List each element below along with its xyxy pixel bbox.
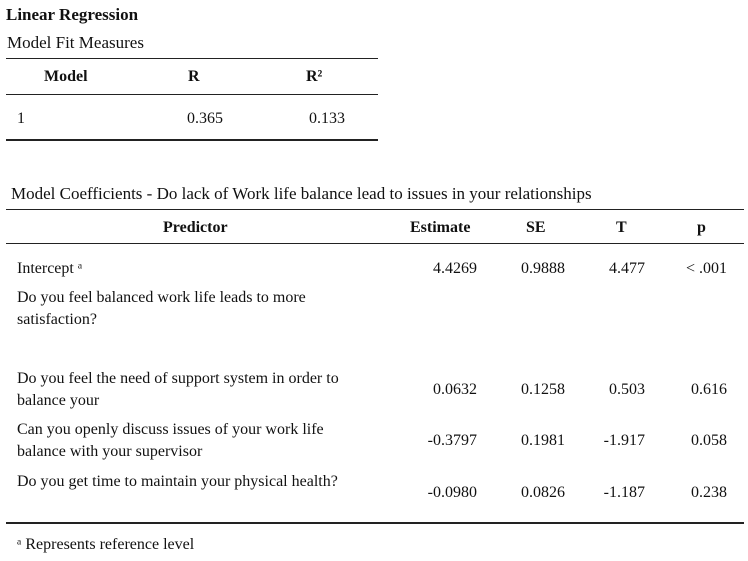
model-fit-bottom-rule: [6, 139, 378, 141]
coef-row-health-estimate: -0.0980: [427, 484, 477, 501]
model-fit-cell-r2: 0.133: [309, 110, 345, 127]
coef-row-intercept-t: 4.477: [609, 260, 645, 277]
model-fit-header-r2: R²: [306, 68, 323, 85]
coef-row-intercept-p: < .001: [685, 260, 727, 277]
model-fit-cell-model: 1: [17, 110, 25, 127]
coef-row-support-p: 0.616: [691, 381, 727, 398]
model-fit-header-rule: [6, 94, 378, 95]
coef-row-health-predictor: Do you get time to maintain your physical health?: [17, 473, 338, 490]
coef-row-intercept-predictor: Intercept ᵃ: [17, 260, 83, 277]
model-fit-header-r: R: [188, 68, 200, 85]
coef-row-intercept-estimate: 4.4269: [433, 260, 477, 277]
coef-row-reference-predictor: Do you feel balanced work life leads to more satisfaction?: [17, 289, 306, 328]
coef-header-estimate: Estimate: [410, 219, 471, 236]
coefficients-header-rule: [6, 243, 744, 244]
table-footnote: ᵃ Represents reference level: [17, 536, 195, 553]
coefficients-top-rule: [6, 209, 744, 210]
model-fit-caption: Model Fit Measures: [7, 33, 144, 52]
coef-row-discuss-p: 0.058: [691, 432, 727, 449]
coefficients-caption: Model Coefficients - Do lack of Work life balance lead to issues in your relationships: [11, 184, 592, 203]
coef-row-health-se: 0.0826: [521, 484, 565, 501]
model-fit-header-model: Model: [44, 68, 88, 85]
coef-row-health-t: -1.187: [603, 484, 645, 501]
coef-row-support-se: 0.1258: [521, 381, 565, 398]
coef-row-support-estimate: 0.0632: [433, 381, 477, 398]
model-fit-cell-r: 0.365: [187, 110, 223, 127]
coef-row-support-predictor: Do you feel the need of support system in order to balance your: [17, 370, 339, 409]
coef-row-health-p: 0.238: [691, 484, 727, 501]
coef-header-se: SE: [526, 219, 546, 236]
coef-row-intercept-se: 0.9888: [521, 260, 565, 277]
page-title: Linear Regression: [6, 5, 139, 24]
coef-row-discuss-t: -1.917: [603, 432, 645, 449]
coef-header-t: T: [616, 219, 627, 236]
coef-header-p: p: [697, 219, 706, 236]
coef-header-predictor: Predictor: [163, 219, 228, 236]
coef-row-discuss-predictor: Can you openly discuss issues of your work life balance with your supervisor: [17, 421, 324, 460]
coef-row-discuss-se: 0.1981: [521, 432, 565, 449]
coefficients-bottom-rule: [6, 522, 744, 524]
model-fit-top-rule: [6, 58, 378, 59]
coef-row-discuss-estimate: -0.3797: [427, 432, 477, 449]
coef-row-support-t: 0.503: [609, 381, 645, 398]
